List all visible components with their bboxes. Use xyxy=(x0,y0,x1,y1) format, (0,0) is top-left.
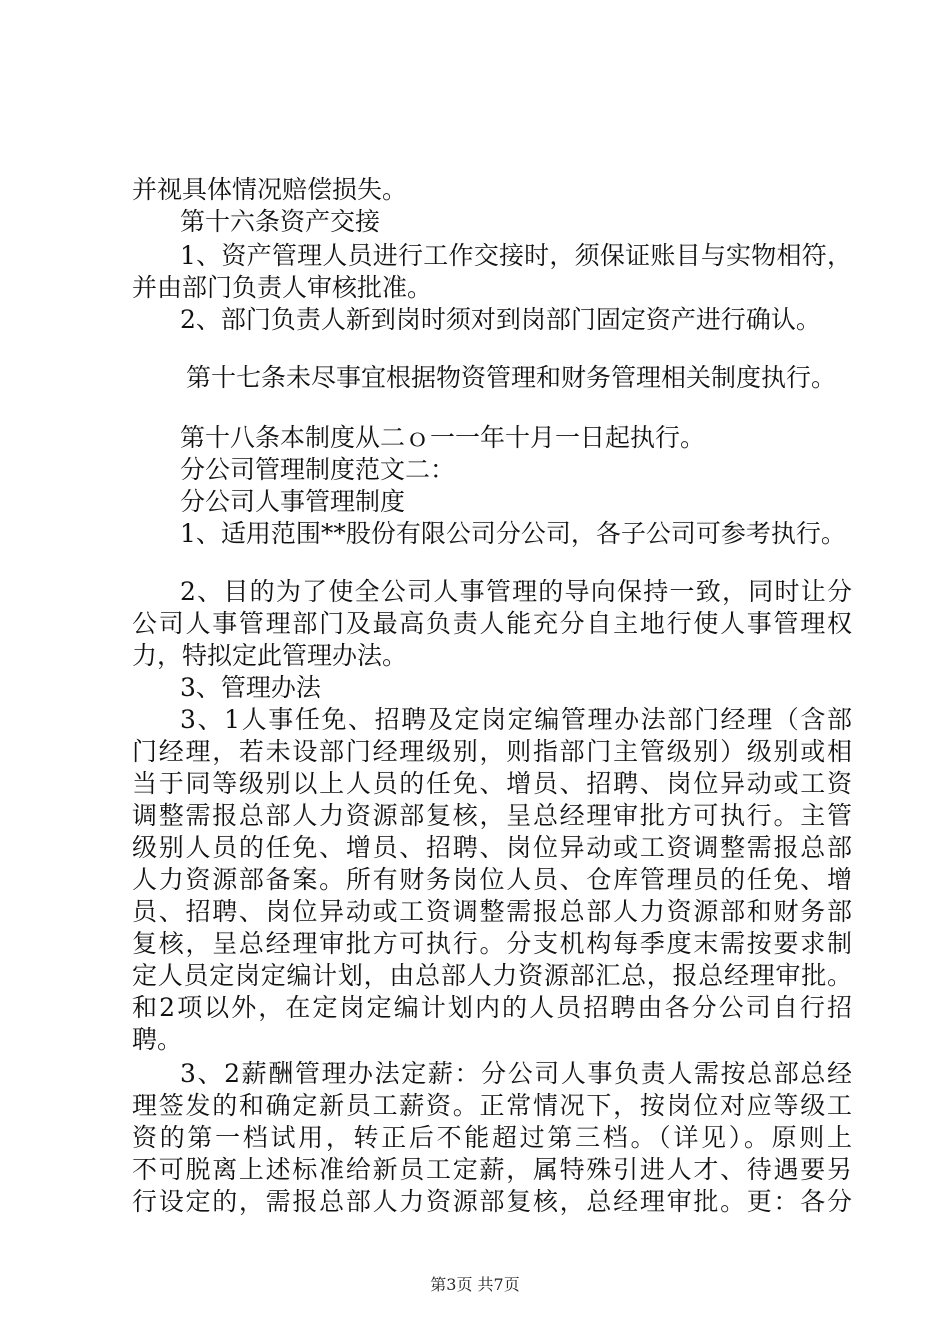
text-line: 1、资产管理人员进行工作交接时，须保证账目与实物相符， xyxy=(180,241,852,270)
text-line: 并视具体情况赔偿损失。 xyxy=(132,175,408,204)
text-line: 2、目的为了使全公司人事管理的导向保持一致，同时让分 xyxy=(180,577,852,606)
text-line: 定人员定岗定编计划，由总部人力资源部汇总，报总经理审批。 xyxy=(132,961,852,990)
text-line: 聘。 xyxy=(132,1025,183,1054)
text-line: 资的第一档试用，转正后不能超过第三档。（详见）。原则上 xyxy=(132,1123,852,1152)
text-line: 公司人事管理部门及最高负责人能充分自主地行使人事管理权 xyxy=(132,609,852,638)
text-line: 门经理，若未设部门经理级别，则指部门主管级别）级别或相 xyxy=(132,737,852,766)
section-heading: 分公司管理制度范文二： xyxy=(180,455,456,484)
text-line: 员、招聘、岗位异动或工资调整需报总部人力资源部和财务部 xyxy=(132,897,852,926)
text-line: 1、适用范围**股份有限公司分公司，各子公司可参考执行。 xyxy=(180,519,846,548)
text-line: 不可脱离上述标准给新员工定薪，属特殊引进人才、待遇要另 xyxy=(132,1155,852,1184)
page-number-footer: 第3页 共7页 xyxy=(430,1275,520,1294)
document-subtitle: 分公司人事管理制度 xyxy=(180,487,406,516)
section-heading: 第十八条本制度从二ｏ一一年十月一日起执行。 xyxy=(180,423,706,452)
text-line: 并由部门负责人审核批准。 xyxy=(132,273,433,302)
text-line: 理签发的和确定新员工薪资。正常情况下，按岗位对应等级工 xyxy=(132,1091,852,1120)
section-heading: 第十七条未尽事宜根据物资管理和财务管理相关制度执行。 xyxy=(186,363,837,392)
text-line: 当于同等级别以上人员的任免、增员、招聘、岗位异动或工资 xyxy=(132,769,852,798)
text-line: 行设定的，需报总部人力资源部复核，总经理审批。更：各分 xyxy=(132,1187,852,1216)
text-line: 复核，呈总经理审批方可执行。分支机构每季度末需按要求制 xyxy=(132,929,852,958)
text-line: 3、1人事任免、招聘及定岗定编管理办法部门经理（含部 xyxy=(180,705,852,734)
text-line: 级别人员的任免、增员、招聘、岗位异动或工资调整需报总部 xyxy=(132,833,852,862)
text-line: 力，特拟定此管理办法。 xyxy=(132,641,408,670)
section-heading: 3、管理办法 xyxy=(180,673,321,702)
section-heading: 第十六条资产交接 xyxy=(180,207,381,236)
text-line: 3、2薪酬管理办法定薪：分公司人事负责人需按总部总经 xyxy=(180,1059,852,1088)
text-line: 和2项以外，在定岗定编计划内的人员招聘由各分公司自行招 xyxy=(132,993,852,1022)
text-line: 调整需报总部人力资源部复核，呈总经理审批方可执行。主管 xyxy=(132,801,852,830)
text-line: 人力资源部备案。所有财务岗位人员、仓库管理员的任免、增 xyxy=(132,865,852,894)
text-line: 2、部门负责人新到岗时须对到岗部门固定资产进行确认。 xyxy=(180,305,821,334)
